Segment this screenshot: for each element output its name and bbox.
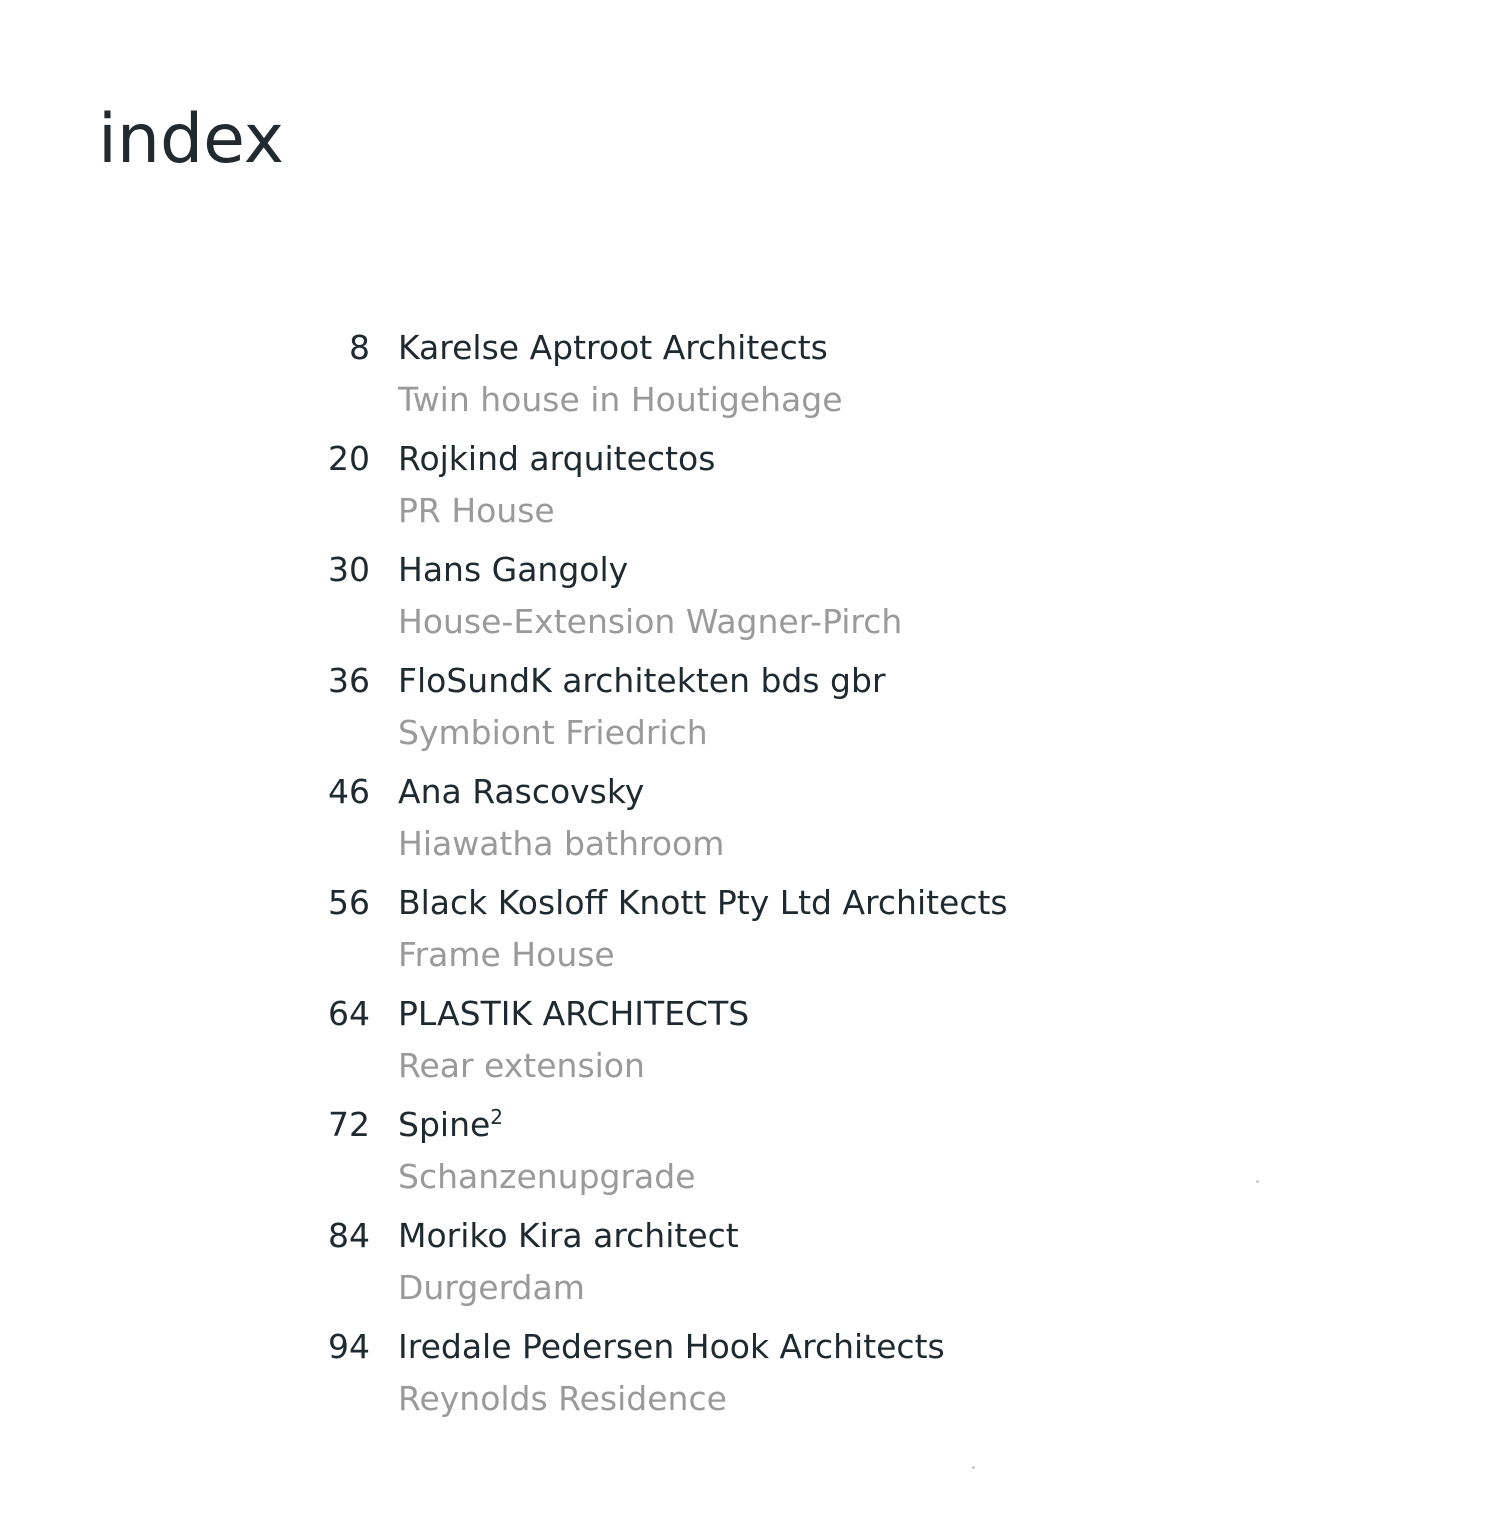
architect-name: Karelse Aptroot Architects	[398, 328, 828, 367]
architect-name-text: Spine	[398, 1105, 491, 1144]
project-name: Durgerdam	[398, 1268, 585, 1307]
index-entry	[300, 1214, 1200, 1325]
architect-name: PLASTIK ARCHITECTS	[398, 994, 750, 1033]
page-number: 30	[328, 550, 370, 589]
index-entry	[300, 881, 1200, 992]
page-number: 94	[328, 1327, 370, 1366]
index-list	[300, 326, 1200, 1436]
index-entry	[300, 1325, 1200, 1436]
page-number: 72	[328, 1105, 370, 1144]
project-name: Schanzenupgrade	[398, 1157, 696, 1196]
project-name: House-Extension Wagner-Pirch	[398, 602, 903, 641]
architect-superscript: 2	[490, 1105, 504, 1129]
index-entry	[300, 659, 1200, 770]
architect-name: Ana Rascovsky	[398, 772, 645, 811]
index-entry	[300, 548, 1200, 659]
project-name: Frame House	[398, 935, 615, 974]
page-number: 8	[349, 328, 370, 367]
architect-name: Rojkind arquitectos	[398, 439, 716, 478]
project-name: Twin house in Houtigehage	[398, 380, 843, 419]
architect-name: Black Kosloff Knott Pty Ltd Architects	[398, 883, 1008, 922]
scan-speck	[1256, 1180, 1259, 1183]
architect-name: FloSundK architekten bds gbr	[398, 661, 886, 700]
architect-name: Moriko Kira architect	[398, 1216, 739, 1255]
page-number: 36	[328, 661, 370, 700]
project-name: Reynolds Residence	[398, 1379, 727, 1418]
index-entry	[300, 992, 1200, 1103]
project-name: Hiawatha bathroom	[398, 824, 725, 863]
index-entry	[300, 770, 1200, 881]
page-number: 46	[328, 772, 370, 811]
page-number: 20	[328, 439, 370, 478]
architect-name	[398, 1103, 503, 1147]
scan-speck	[972, 1466, 975, 1469]
page-number: 64	[328, 994, 370, 1033]
architect-name: Hans Gangoly	[398, 550, 629, 589]
index-entry	[300, 437, 1200, 548]
page-title: index	[98, 100, 285, 179]
page-number: 56	[328, 883, 370, 922]
index-entry	[300, 1103, 1200, 1214]
project-name: Rear extension	[398, 1046, 645, 1085]
project-name: PR House	[398, 491, 555, 530]
index-entry	[300, 326, 1200, 437]
architect-name: Iredale Pedersen Hook Architects	[398, 1327, 945, 1366]
page-number: 84	[328, 1216, 370, 1255]
project-name: Symbiont Friedrich	[398, 713, 708, 752]
